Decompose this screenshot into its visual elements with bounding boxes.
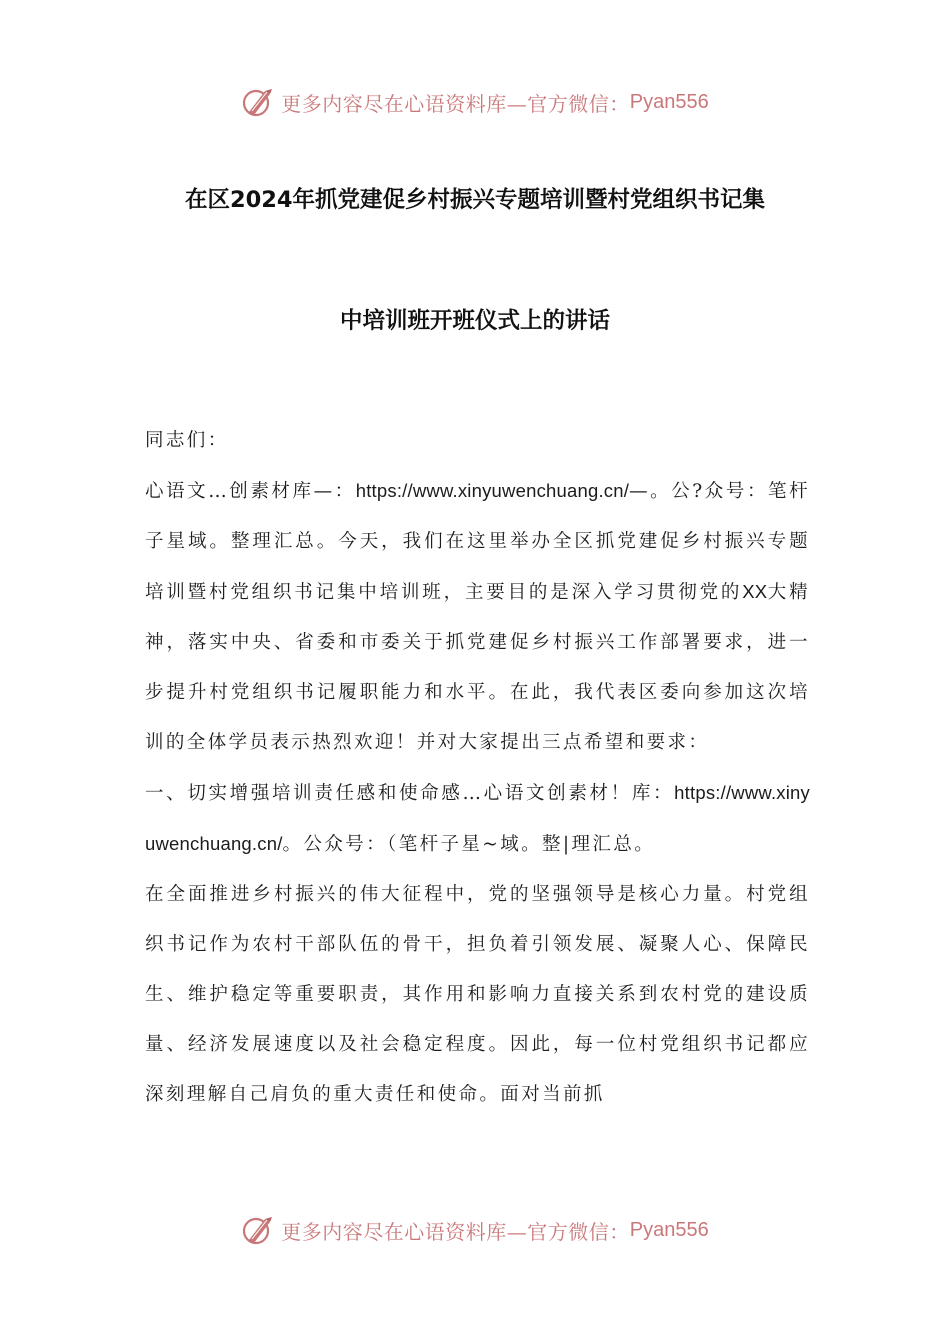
intro-text-c: 大精神，落实中央、省委和市委关于抓党建促乡村振兴工作部署要求，进一步提升村党组织书记履职能力和水平。在此，我代表区委向参加这次培训的全体学员表示热烈欢迎！并对大家提出三点希望和要求： — [145, 582, 810, 753]
paragraph-intro — [145, 466, 810, 768]
heading-text-b: 。公众号：（笔杆子星~域。整|理汇总。 — [282, 834, 656, 855]
pen-nib-logo-icon — [241, 85, 275, 119]
greeting: 同志们： — [145, 430, 229, 451]
congress-placeholder: XX — [742, 581, 768, 602]
watermark-wechat-id: Pyan556 — [629, 90, 709, 113]
source-url: https://www.xinyuwenchuang.cn/ — [355, 480, 630, 501]
pen-nib-logo-icon — [241, 1213, 275, 1247]
watermark-text: 更多内容尽在心语资料库—官方微信： — [281, 1219, 630, 1244]
heading-text-a: 一、切实增强培训责任感和使命感…心语文创素材！库： — [145, 783, 675, 804]
document-title-line-2: 中培训班开班仪式上的讲话 — [339, 308, 610, 334]
intro-text-b: —。公?众号：笔杆子星域。整理汇总。今天，我们在这里举办全区抓党建促乡村振兴专题培训暨村党组织书记集中培训班，主要目的是深入学习贯彻党的 — [145, 481, 810, 603]
heading-url: https://www.xinyuwenchuang.cn/ — [145, 782, 810, 854]
section-heading-1 — [145, 768, 810, 870]
intro-text-a: 心语文…创素材库—： — [145, 481, 356, 502]
document-body — [145, 416, 810, 1120]
watermark-wechat-id: Pyan556 — [629, 1218, 709, 1241]
header-watermark-banner — [0, 78, 950, 126]
paragraph-section-1: 在全面推进乡村振兴的伟大征程中，党的坚强领导是核心力量。村党组织书记作为农村干部队伍的骨干，担负着引领发展、凝聚人心、保障民生、维护稳定等重要职责，其作用和影响力直接关系到农村党的建设质量、经济发展速度以及社会稳定程度。因此，每一位村党组织书记都应深刻理解自己肩负的重大责任和使命。面对当前抓 — [145, 884, 810, 1105]
document-title-line-1: 在区2024年抓党建促乡村振兴专题培训暨村党组织书记集 — [184, 187, 766, 213]
footer-watermark-banner — [0, 1206, 950, 1254]
watermark-text: 更多内容尽在心语资料库—官方微信： — [281, 91, 630, 116]
